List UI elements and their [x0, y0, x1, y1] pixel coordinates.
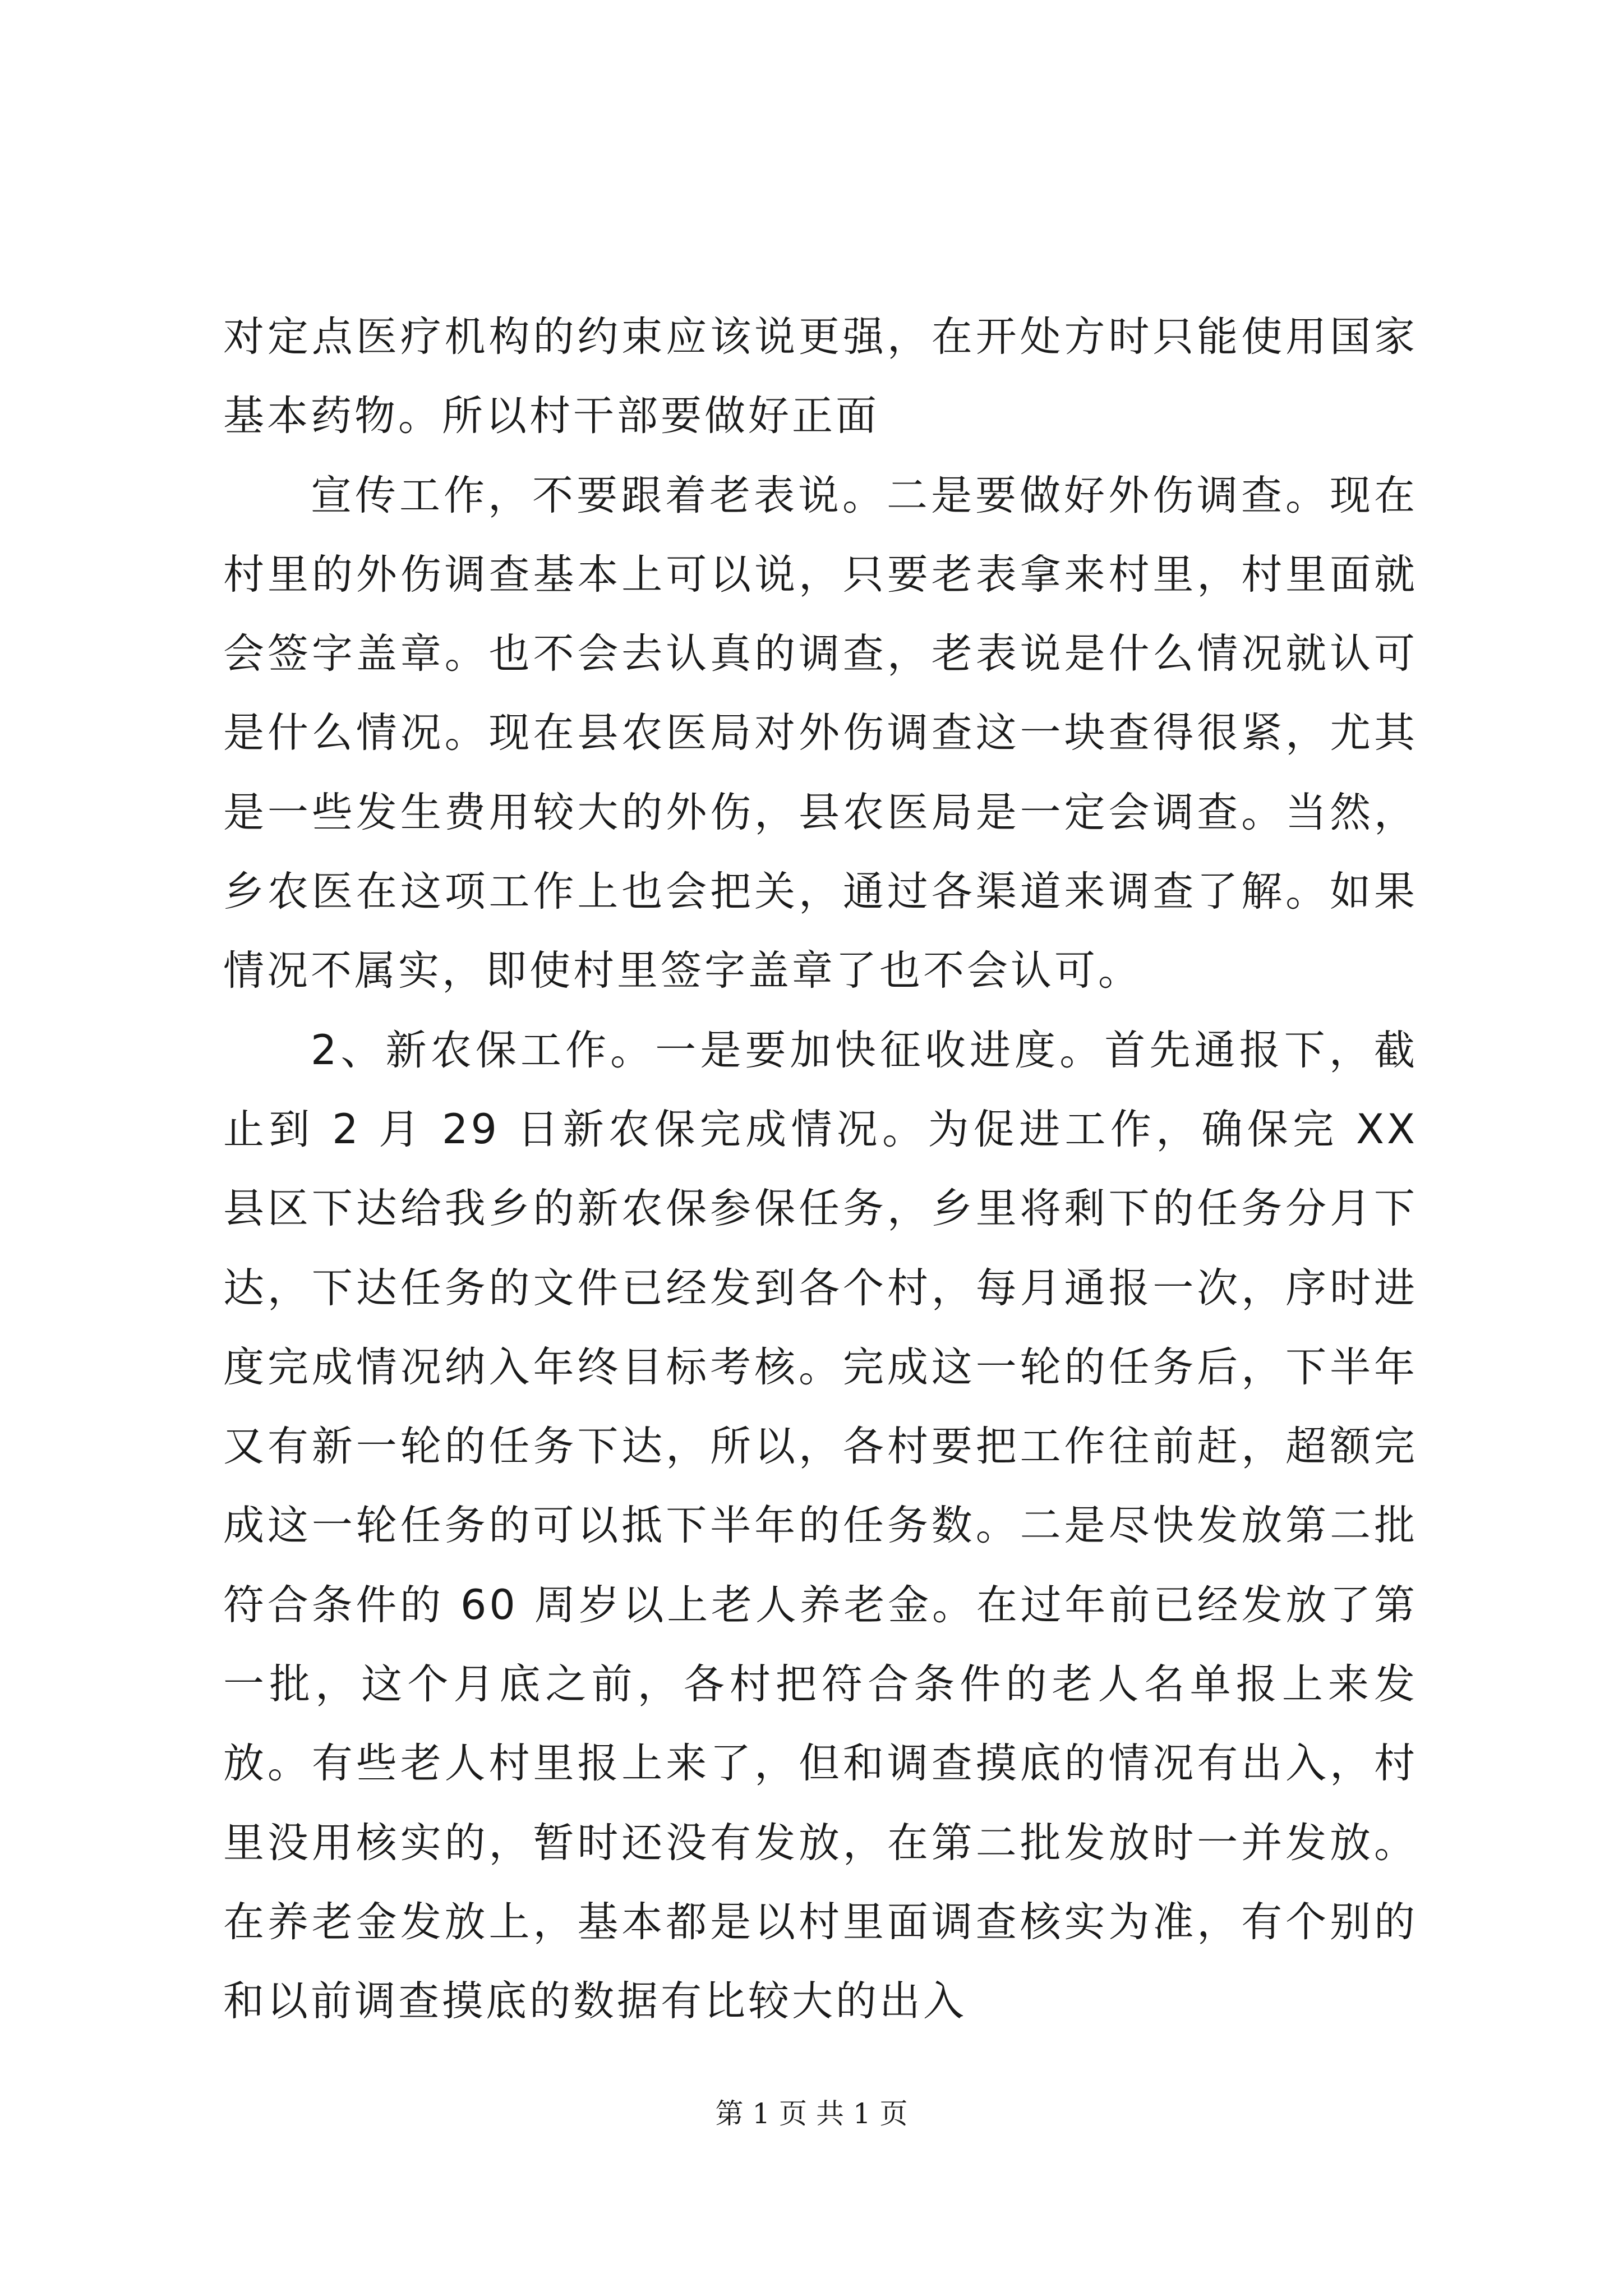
paragraph-2: 宣传工作，不要跟着老表说。二是要做好外伤调查。现在村里的外伤调查基本上可以说，只要老表拿来村里，村里面就会签字盖章。也不会去认真的调查，老表说是什么情况就认可是什么情况。现在县农医局对外伤调查这一块查得很紧，尤其是一些发生费用较大的外伤，县农医局是一定会调查。当然，乡农医在这项工作上也会把关，通过各渠道来调查了解。如果情况不属实，即使村里签字盖章了也不会认可。	[223, 471, 1418, 995]
document-body	[223, 297, 1418, 2041]
paragraph-3: 2、新农保工作。一是要加快征收进度。首先通报下，截止到 2 月 29 日新农保完成情况。为促进工作，确保完 XX 县区下达给我乡的新农保参保任务，乡里将剩下的任务分月下达，下达任务的文件已经发到各个村，每月通报一次，序时进度完成情况纳入年终目标考核。完成这一轮的任务后，下半年又有新一轮的任务下达，所以，各村要把工作往前赶，超额完成这一轮任务的可以抵下半年的任务数。二是尽快发放第二批符合条件的 60 周岁以上老人养老金。在过年前已经发放了第一批，这个月底之前，各村把符合条件的老人名单报上来发放。有些老人村里报上来了，但和调查摸底的情况有出入，村里没用核实的，暂时还没有发放，在第二批发放时一并发放。在养老金发放上，基本都是以村里面调查核实为准，有个别的和以前调查摸底的数据有比较大的出入	[223, 1026, 1418, 2026]
paragraph-1: 对定点医疗机构的约束应该说更强，在开处方时只能使用国家基本药物。所以村干部要做好正面	[223, 313, 1418, 440]
page-footer: 第 1 页 共 1 页	[715, 2097, 908, 2130]
